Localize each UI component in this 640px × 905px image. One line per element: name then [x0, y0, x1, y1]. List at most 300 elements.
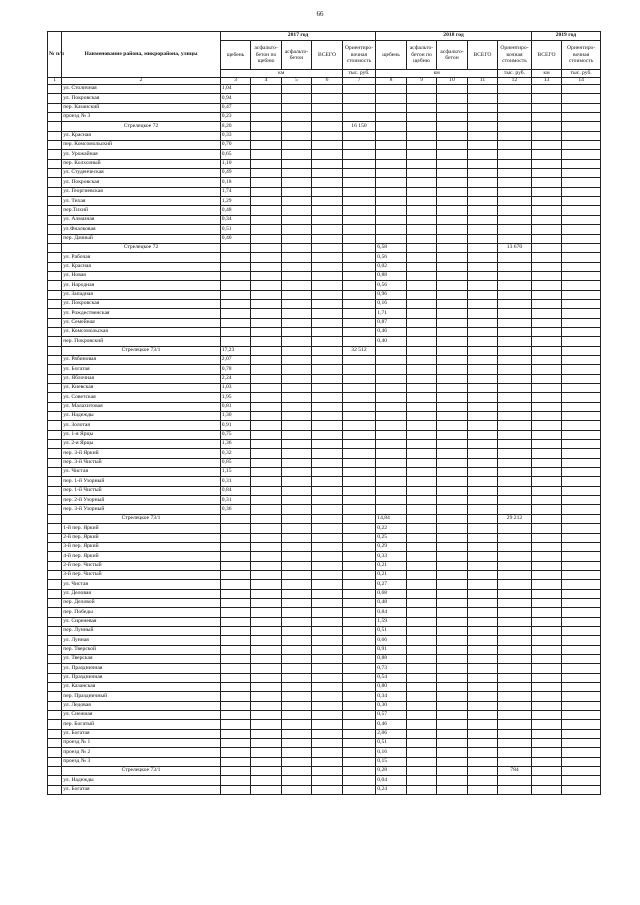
value-cell-c5 [281, 673, 311, 682]
value-cell-c14 [562, 524, 601, 533]
value-cell-c9 [406, 103, 436, 112]
value-cell-c8: 0,40 [376, 337, 406, 346]
value-cell-c11 [467, 673, 497, 682]
row-number-cell [48, 346, 62, 355]
value-cell-c5 [281, 374, 311, 383]
column-number: 9 [406, 78, 436, 85]
street-name: 2-й пер. Чистый [62, 561, 221, 570]
value-cell-c4 [251, 636, 281, 645]
value-cell-c6 [312, 626, 342, 635]
value-cell-c3 [220, 533, 250, 542]
row-number-cell [48, 374, 62, 383]
column-number: 14 [562, 78, 601, 85]
value-cell-c12 [498, 636, 532, 645]
value-cell-c3 [220, 664, 250, 673]
value-cell-c6 [312, 337, 342, 346]
value-cell-c4 [251, 141, 281, 150]
value-cell-c7 [342, 365, 376, 374]
value-cell-c9 [406, 299, 436, 308]
value-cell-c10 [437, 449, 467, 458]
row-number-cell [48, 776, 62, 785]
row-number-cell [48, 514, 62, 523]
value-cell-c7 [342, 767, 376, 776]
table-row [48, 215, 601, 224]
value-cell-c6 [312, 103, 342, 112]
value-cell-c12 [498, 122, 532, 131]
value-cell-c14 [562, 440, 601, 449]
value-cell-c4 [251, 122, 281, 131]
value-cell-c8: 0,21 [376, 570, 406, 579]
value-cell-c7 [342, 103, 376, 112]
street-name: ул. Рабочая [62, 253, 221, 262]
value-cell-c12 [498, 374, 532, 383]
value-cell-c3: 0,48 [220, 206, 250, 215]
value-cell-c12 [498, 552, 532, 561]
value-cell-c4 [251, 542, 281, 551]
row-number-cell [48, 253, 62, 262]
value-cell-c9 [406, 739, 436, 748]
value-cell-c6 [312, 178, 342, 187]
row-number-cell [48, 94, 62, 103]
value-cell-c11 [467, 355, 497, 364]
value-cell-c12 [498, 327, 532, 336]
value-cell-c10 [437, 533, 467, 542]
table-row [48, 720, 601, 729]
value-cell-c4 [251, 206, 281, 215]
table-row [48, 187, 601, 196]
street-name: ул. Сиреневая [62, 617, 221, 626]
section-row [48, 346, 601, 355]
value-cell-c5 [281, 281, 311, 290]
table-row [48, 458, 601, 467]
value-cell-c13 [531, 169, 561, 178]
value-cell-c6 [312, 776, 342, 785]
value-cell-c7 [342, 654, 376, 663]
street-name: ул. Лунная [62, 636, 221, 645]
value-cell-c4 [251, 355, 281, 364]
value-cell-c9 [406, 365, 436, 374]
value-cell-c13 [531, 570, 561, 579]
value-cell-c11 [467, 757, 497, 766]
value-cell-c4 [251, 626, 281, 635]
value-cell-c8 [376, 197, 406, 206]
table-row [48, 598, 601, 607]
value-cell-c11 [467, 113, 497, 122]
street-name: проезд № 3 [62, 757, 221, 766]
value-cell-c13 [531, 654, 561, 663]
value-cell-c3: 0,91 [220, 421, 250, 430]
value-cell-c9 [406, 94, 436, 103]
value-cell-c11 [467, 739, 497, 748]
street-name: пер. Дачный [62, 234, 221, 243]
value-cell-c10 [437, 552, 467, 561]
street-name: пер. Праздничный [62, 692, 221, 701]
page-number: 66 [316, 10, 324, 18]
value-cell-c6 [312, 169, 342, 178]
value-cell-c5 [281, 757, 311, 766]
value-cell-c12 [498, 701, 532, 710]
value-cell-c9 [406, 458, 436, 467]
row-number-cell [48, 458, 62, 467]
value-cell-c4 [251, 664, 281, 673]
value-cell-c7 [342, 711, 376, 720]
value-cell-c4 [251, 757, 281, 766]
value-cell-c13 [531, 309, 561, 318]
value-cell-c9 [406, 654, 436, 663]
value-cell-c4 [251, 729, 281, 738]
row-number-cell [48, 664, 62, 673]
value-cell-c3 [220, 720, 250, 729]
value-cell-c5 [281, 477, 311, 486]
value-cell-c9 [406, 159, 436, 168]
row-number-cell [48, 243, 62, 252]
value-cell-c6 [312, 720, 342, 729]
street-name: ул. Студенческая [62, 169, 221, 178]
value-cell-c9 [406, 496, 436, 505]
value-cell-c11 [467, 187, 497, 196]
value-cell-c9 [406, 225, 436, 234]
row-number-cell [48, 720, 62, 729]
value-cell-c13 [531, 542, 561, 551]
value-cell-c11 [467, 309, 497, 318]
value-cell-c9 [406, 580, 436, 589]
column-number: 4 [251, 78, 281, 85]
value-cell-c8: 0,27 [376, 580, 406, 589]
value-cell-c10 [437, 122, 467, 131]
value-cell-c8: 0,56 [376, 253, 406, 262]
value-cell-c12 [498, 711, 532, 720]
value-cell-c8: 0,91 [376, 645, 406, 654]
value-cell-c9 [406, 131, 436, 140]
value-cell-c14 [562, 589, 601, 598]
value-cell-c6 [312, 85, 342, 94]
value-cell-c10 [437, 664, 467, 673]
value-cell-c3 [220, 645, 250, 654]
value-cell-c9 [406, 402, 436, 411]
row-number-cell [48, 103, 62, 112]
value-cell-c9 [406, 197, 436, 206]
value-cell-c14 [562, 187, 601, 196]
value-cell-c7 [342, 589, 376, 598]
value-cell-c4 [251, 243, 281, 252]
table-row [48, 468, 601, 477]
value-cell-c14 [562, 692, 601, 701]
value-cell-c12 [498, 692, 532, 701]
section-name: Стрелецкое 73/1 [62, 346, 221, 355]
value-cell-c14 [562, 365, 601, 374]
value-cell-c6 [312, 234, 342, 243]
value-cell-c12 [498, 785, 532, 794]
value-cell-c13 [531, 243, 561, 252]
value-cell-c14 [562, 206, 601, 215]
value-cell-c7 [342, 150, 376, 159]
value-cell-c4 [251, 150, 281, 159]
value-cell-c5 [281, 421, 311, 430]
value-cell-c8 [376, 486, 406, 495]
value-cell-c7 [342, 570, 376, 579]
value-cell-c5 [281, 580, 311, 589]
value-cell-c12 [498, 570, 532, 579]
value-cell-c12 [498, 617, 532, 626]
value-cell-c5 [281, 468, 311, 477]
table-row [48, 664, 601, 673]
value-cell-c6 [312, 94, 342, 103]
street-name: ул. Западная [62, 290, 221, 299]
value-cell-c10 [437, 468, 467, 477]
value-cell-c10 [437, 327, 467, 336]
value-cell-c10 [437, 262, 467, 271]
value-cell-c4 [251, 374, 281, 383]
value-cell-c9 [406, 477, 436, 486]
value-cell-c7 [342, 355, 376, 364]
value-cell-c10 [437, 159, 467, 168]
value-cell-c4 [251, 197, 281, 206]
value-cell-c12 [498, 533, 532, 542]
value-cell-c13 [531, 739, 561, 748]
table-row [48, 589, 601, 598]
value-cell-c7 [342, 94, 376, 103]
value-cell-c13 [531, 290, 561, 299]
value-cell-c11 [467, 505, 497, 514]
column-number: 7 [342, 78, 376, 85]
value-cell-c6 [312, 253, 342, 262]
value-cell-c12 [498, 253, 532, 262]
value-cell-c4 [251, 552, 281, 561]
value-cell-c6 [312, 701, 342, 710]
value-cell-c4 [251, 673, 281, 682]
value-cell-c13 [531, 729, 561, 738]
value-cell-c4 [251, 169, 281, 178]
value-cell-c13 [531, 215, 561, 224]
table-row [48, 776, 601, 785]
value-cell-c4 [251, 215, 281, 224]
street-name: ул. Чистая [62, 580, 221, 589]
value-cell-c13 [531, 150, 561, 159]
value-cell-c10 [437, 412, 467, 421]
value-cell-c7 [342, 776, 376, 785]
value-cell-c8 [376, 234, 406, 243]
table-row [48, 440, 601, 449]
value-cell-c6 [312, 458, 342, 467]
value-cell-c12 [498, 159, 532, 168]
table-row [48, 412, 601, 421]
value-cell-c9 [406, 141, 436, 150]
value-cell-c4 [251, 589, 281, 598]
value-cell-c5 [281, 626, 311, 635]
value-cell-c4 [251, 262, 281, 271]
value-cell-c10 [437, 374, 467, 383]
value-cell-c8: 0,84 [376, 608, 406, 617]
value-cell-c12 [498, 150, 532, 159]
row-number-cell [48, 169, 62, 178]
street-name: ул. Богатая [62, 365, 221, 374]
value-cell-c12 [498, 113, 532, 122]
value-cell-c13 [531, 346, 561, 355]
value-cell-c10 [437, 197, 467, 206]
value-cell-c5 [281, 131, 311, 140]
value-cell-c6 [312, 542, 342, 551]
value-cell-c7 [342, 440, 376, 449]
value-cell-c4 [251, 402, 281, 411]
value-cell-c13 [531, 720, 561, 729]
value-cell-c4 [251, 524, 281, 533]
column-number: 2 [62, 78, 221, 85]
street-name: ул. Красная [62, 262, 221, 271]
value-cell-c4 [251, 701, 281, 710]
value-cell-c9 [406, 412, 436, 421]
value-cell-c11 [467, 514, 497, 523]
value-cell-c8 [376, 477, 406, 486]
value-cell-c4 [251, 393, 281, 402]
row-number-cell [48, 654, 62, 663]
col-cost-2019: Ориентиро-вочная стоимость [562, 41, 601, 70]
value-cell-c3 [220, 701, 250, 710]
street-name: ул. Красная [62, 131, 221, 140]
table-row [48, 197, 601, 206]
value-cell-c3 [220, 711, 250, 720]
value-cell-c11 [467, 598, 497, 607]
value-cell-c6 [312, 645, 342, 654]
table-row [48, 449, 601, 458]
value-cell-c6 [312, 477, 342, 486]
table-row [48, 701, 601, 710]
value-cell-c12 [498, 337, 532, 346]
value-cell-c7 [342, 496, 376, 505]
value-cell-c4 [251, 309, 281, 318]
value-cell-c14 [562, 486, 601, 495]
value-cell-c10 [437, 505, 467, 514]
row-number-cell [48, 757, 62, 766]
value-cell-c4 [251, 496, 281, 505]
row-number-cell [48, 327, 62, 336]
value-cell-c8 [376, 355, 406, 364]
value-cell-c10 [437, 608, 467, 617]
value-cell-c3 [220, 776, 250, 785]
col-asphalt-on-gravel-2017: асфальто-бетон по щебню [251, 41, 281, 70]
value-cell-c14 [562, 169, 601, 178]
value-cell-c8: 0,16 [376, 748, 406, 757]
value-cell-c7 [342, 739, 376, 748]
value-cell-c4 [251, 533, 281, 542]
value-cell-c3: 0,75 [220, 430, 250, 439]
value-cell-c5 [281, 253, 311, 262]
street-name: ул. Алмазная [62, 215, 221, 224]
value-cell-c9 [406, 113, 436, 122]
value-cell-c11 [467, 729, 497, 738]
value-cell-c13 [531, 458, 561, 467]
table-row [48, 262, 601, 271]
value-cell-c14 [562, 739, 601, 748]
value-cell-c11 [467, 393, 497, 402]
value-cell-c4 [251, 767, 281, 776]
value-cell-c7 [342, 225, 376, 234]
value-cell-c13 [531, 355, 561, 364]
value-cell-c6 [312, 159, 342, 168]
value-cell-c9 [406, 636, 436, 645]
value-cell-c10 [437, 421, 467, 430]
value-cell-c8 [376, 496, 406, 505]
value-cell-c13 [531, 617, 561, 626]
table-row [48, 103, 601, 112]
value-cell-c7 [342, 608, 376, 617]
row-number-cell [48, 271, 62, 280]
table-row [48, 141, 601, 150]
value-cell-c9 [406, 748, 436, 757]
value-cell-c13 [531, 767, 561, 776]
value-cell-c8 [376, 150, 406, 159]
value-cell-c14 [562, 159, 601, 168]
table-row [48, 617, 601, 626]
value-cell-c14 [562, 290, 601, 299]
value-cell-c9 [406, 673, 436, 682]
value-cell-c9 [406, 617, 436, 626]
table-row [48, 654, 601, 663]
street-name: проезд № 3 [62, 113, 221, 122]
value-cell-c6 [312, 262, 342, 271]
value-cell-c5 [281, 355, 311, 364]
table-row [48, 374, 601, 383]
street-name: пер. Тверской [62, 645, 221, 654]
table-row [48, 757, 601, 766]
value-cell-c12: 784 [498, 767, 532, 776]
value-cell-c6 [312, 505, 342, 514]
value-cell-c10 [437, 617, 467, 626]
value-cell-c4 [251, 683, 281, 692]
value-cell-c10 [437, 393, 467, 402]
value-cell-c12 [498, 290, 532, 299]
value-cell-c4 [251, 748, 281, 757]
value-cell-c5 [281, 514, 311, 523]
street-name: проезд № 1 [62, 739, 221, 748]
row-number-cell [48, 131, 62, 140]
value-cell-c10 [437, 234, 467, 243]
row-number-cell [48, 729, 62, 738]
value-cell-c4 [251, 570, 281, 579]
value-cell-c11 [467, 561, 497, 570]
value-cell-c8 [376, 505, 406, 514]
row-number-cell [48, 150, 62, 159]
value-cell-c4 [251, 318, 281, 327]
street-name: ул. Комсомольская [62, 327, 221, 336]
row-number-cell [48, 281, 62, 290]
value-cell-c8: 2,06 [376, 729, 406, 738]
value-cell-c7 [342, 402, 376, 411]
value-cell-c8: 0,54 [376, 673, 406, 682]
table-row [48, 290, 601, 299]
table-row [48, 159, 601, 168]
value-cell-c3 [220, 299, 250, 308]
value-cell-c5 [281, 327, 311, 336]
value-cell-c5 [281, 542, 311, 551]
value-cell-c11 [467, 580, 497, 589]
value-cell-c7: 16 150 [342, 122, 376, 131]
value-cell-c9 [406, 776, 436, 785]
value-cell-c9 [406, 645, 436, 654]
value-cell-c3 [220, 281, 250, 290]
value-cell-c7 [342, 374, 376, 383]
table-body [48, 85, 601, 795]
value-cell-c7 [342, 178, 376, 187]
value-cell-c4 [251, 234, 281, 243]
value-cell-c9 [406, 598, 436, 607]
value-cell-c5 [281, 449, 311, 458]
street-name: ул. Надежды [62, 776, 221, 785]
row-number-cell [48, 533, 62, 542]
value-cell-c9 [406, 262, 436, 271]
value-cell-c11 [467, 299, 497, 308]
value-cell-c11 [467, 767, 497, 776]
value-cell-c14 [562, 337, 601, 346]
